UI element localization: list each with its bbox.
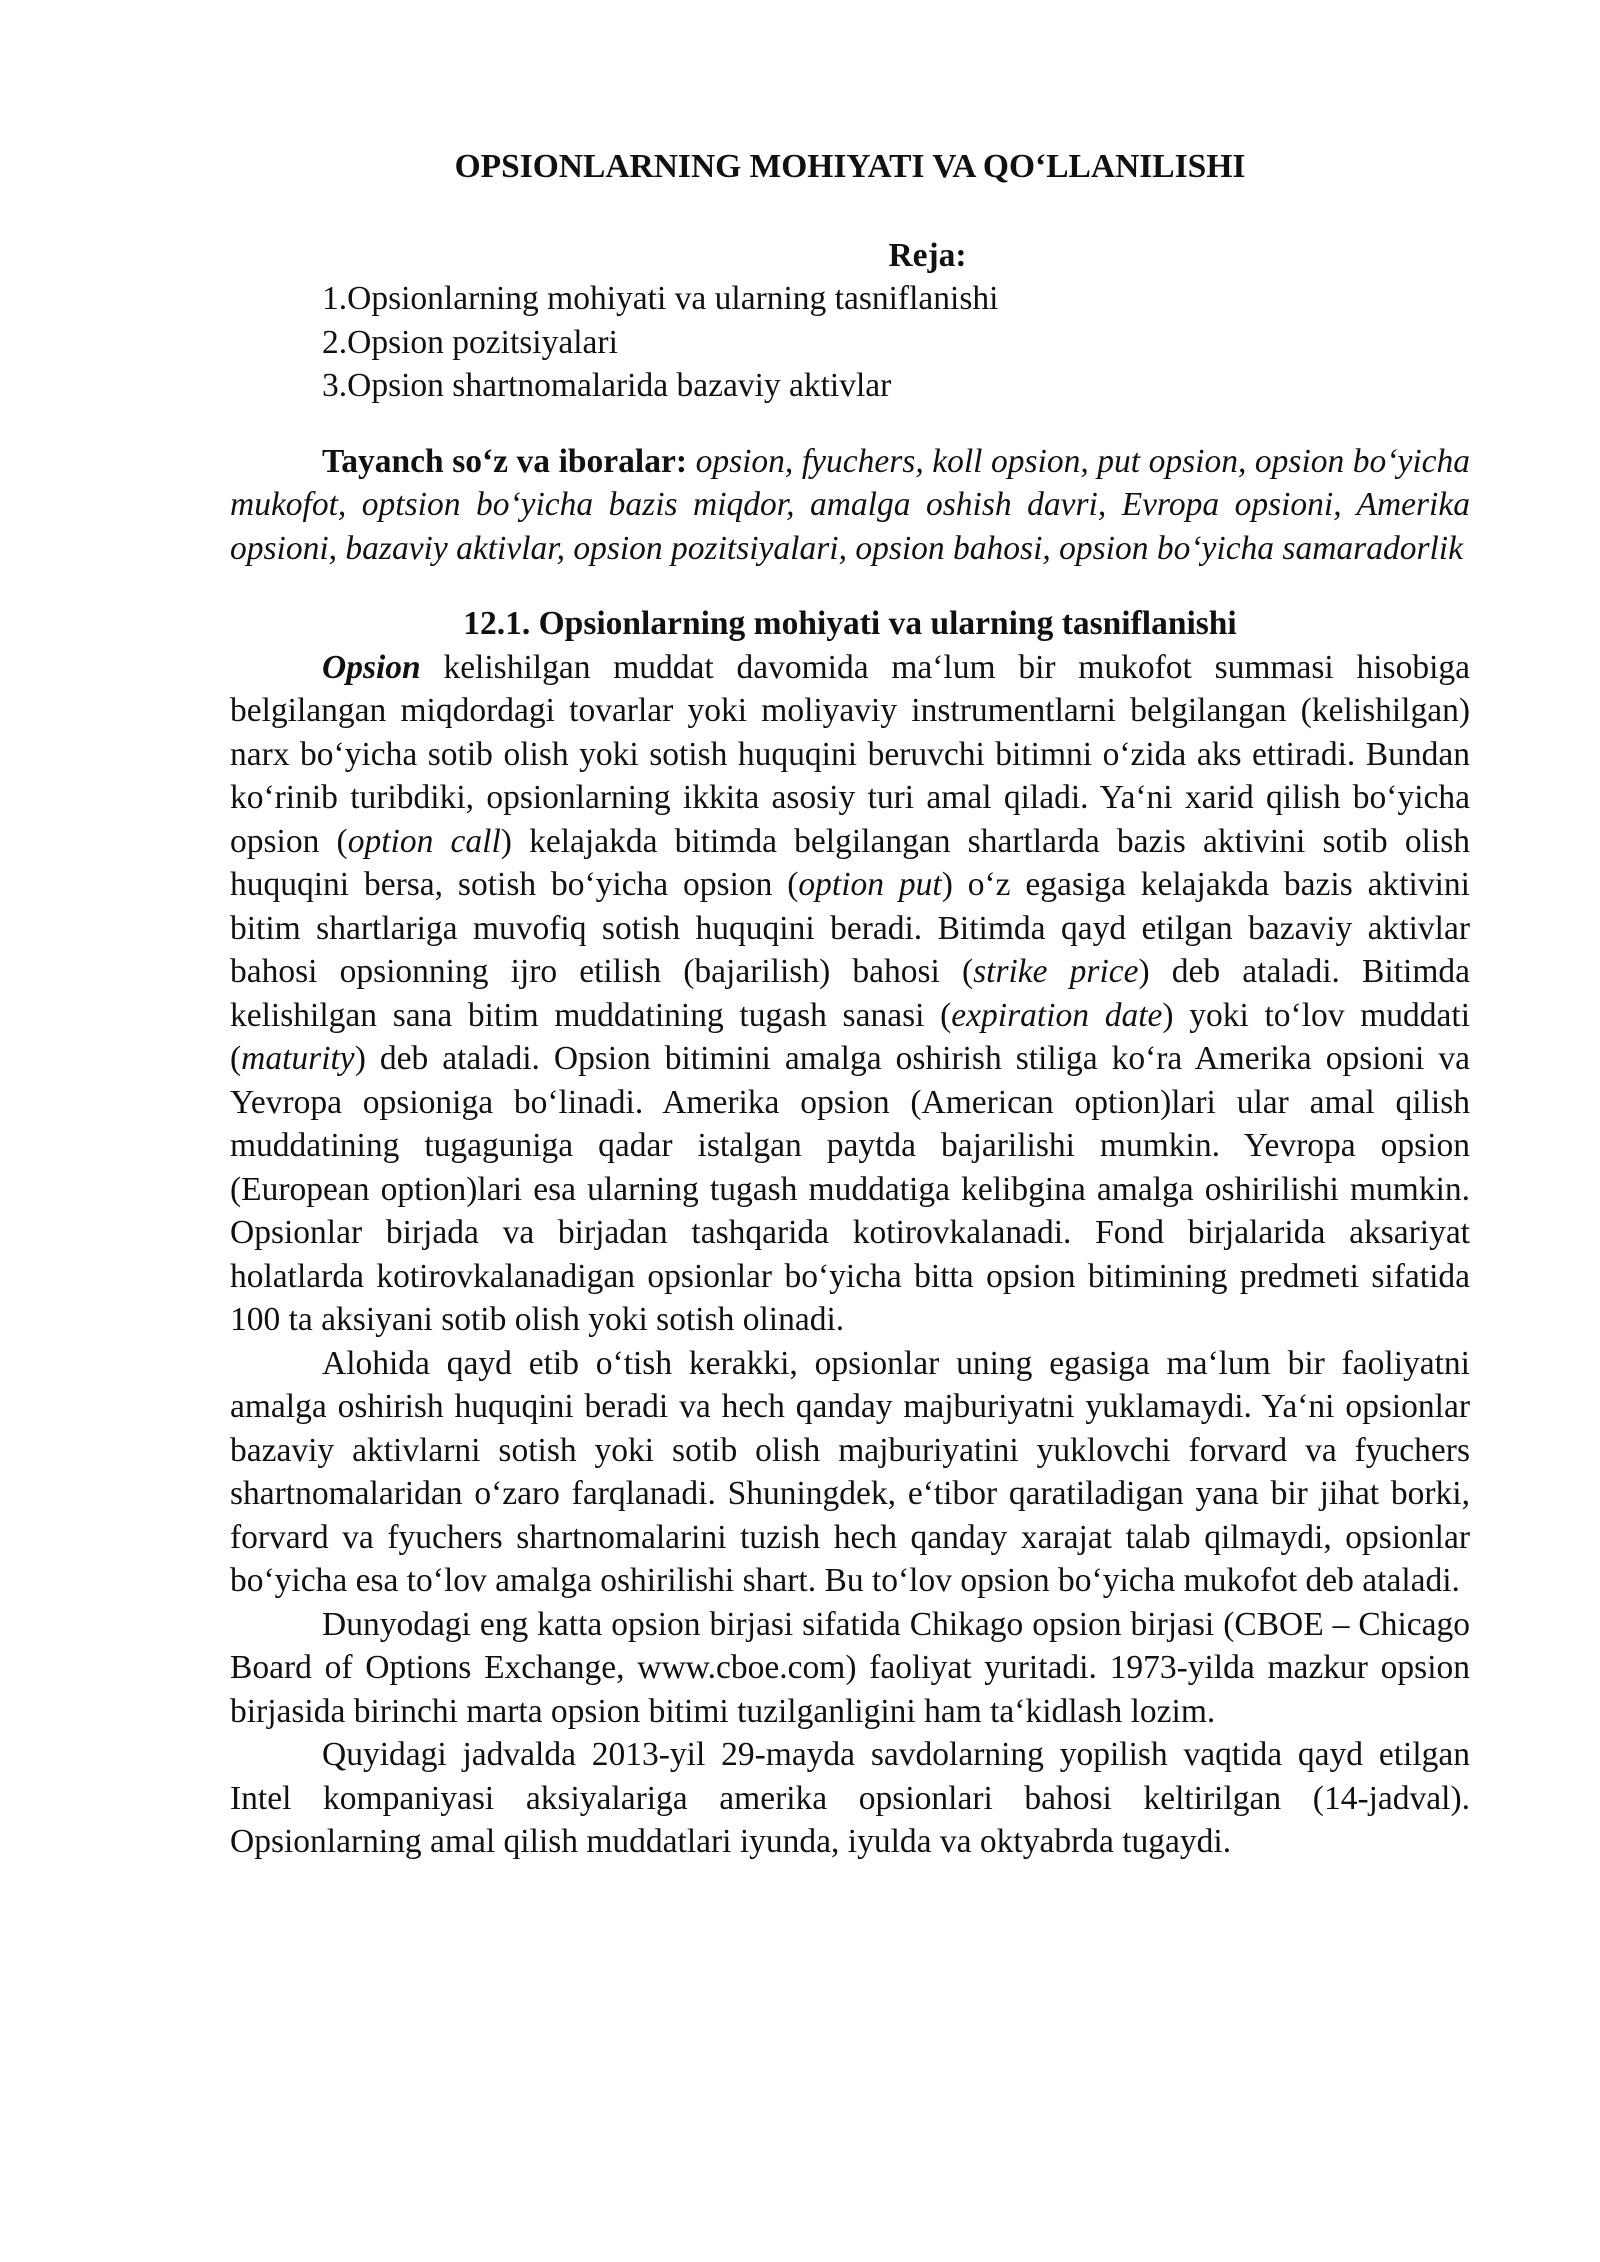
keywords-label: Tayanch so‘z va iboralar: [322,442,687,480]
plan-item: 3.Opsion shartnomalarida bazaviy aktivlar [322,367,892,404]
keywords-paragraph [230,440,1470,571]
term-option-call: option call [347,822,501,860]
paragraph-2: Alohida qayd etib o‘tish kerakki, opsionlar uning egasiga ma‘lum bir faoliyatni amalga oshirish huquqini beradi va hech qanday majburiyatni yuklamaydi. Ya‘ni opsionlar bazaviy aktivlarni sotish yoki sotib olish majburiyatini yuklovchi forvard va fyuchers shartnomalaridan o‘zaro farqlanadi. Shuningdek, e‘tibor qaratiladigan yana bir jihat borki, forvard va fyuchers shartnomalarini tuzish hech qanday xarajat talab qilmaydi, opsionlar bo‘yicha esa to‘lov amalga oshirilishi shart. Bu to‘lov opsion bo‘yicha mukofot deb ataladi. [230,1344,1470,1599]
text-span: ) kelajakda bitimda belgilangan shartlarda bazis aktivini sotib olish huquqini bersa, sotish bo‘yicha opsion ( [230,822,1470,903]
plan-list [230,277,1470,408]
paragraph-3: Dunyodagi eng katta opsion birjasi sifatida Chikago opsion birjasi (CBOE – Chicago Board of Options Exchange, www.cboe.com) faoliyat yuritadi. 1973-yilda mazkur opsion birjasida birinchi marta opsion bitimi tuzilganligini ham ta‘kidlash lozim. [230,1605,1470,1730]
text-span: ) deb ataladi. Opsion bitimini amalga oshirish stiliga ko‘ra Amerika opsioni va Yevropa opsioniga bo‘linadi. Amerika opsion (American option)lari ular amal qilish muddatining tugaguniga qadar istalgan paytda bajarilishi mumkin. Yevropa opsion (European option)lari esa ularning tugash muddatiga kelibgina amalga oshirilishi mumkin. Opsionlar birjada va birjadan tashqarida kotirovkalanadi. Fond birjalarida aksariyat holatlarda kotirovkalanadigan opsionlar bo‘yicha bitta opsion bitimining predmeti sifatida 100 ta aksiyani sotib olish yoki sotish olinadi. [230,1040,1470,1338]
text-span: ) o‘z egasiga kelajakda bazis aktivini bitim shartlariga muvofiq sotish huquqini beradi. Bitimda qayd etilgan bazaviy aktivlar bahosi opsionning ijro etilish (bajarilish) bahosi ( [230,866,1470,990]
term-opsion: Opsion [322,648,421,686]
term-maturity: maturity [241,1040,355,1077]
paragraph-4: Quyidagi jadvalda 2013-yil 29-mayda savdolarning yopilish vaqtida qayd etilgan Intel kompaniyasi aksiyalariga amerika opsionlari bahosi keltirilgan (14-jadval). Opsionlarning amal qilish muddatlari iyunda, iyulda va oktyabrda tugaydi. [230,1736,1470,1860]
document-content [230,145,1470,1864]
term-option-put: option put [798,866,942,903]
plan-item: 2.Opsion pozitsiyalari [322,323,618,361]
keywords-text: opsion, fyuchers, koll opsion, put opsion, opsion bo‘yicha mukofot, optsion bo‘yicha bazis miqdor, amalga oshish davri, Evropa opsioni, Amerika opsioni, bazaviy aktivlar, opsion pozitsiyalari, opsion bahosi, opsion bo‘yicha samaradorlik [230,442,1471,567]
section-heading: 12.1. Opsionlarning mohiyati va ularning tasniflanishi [463,605,1237,642]
paragraph-1 [230,646,1470,1342]
term-strike-price: strike price [973,953,1139,990]
plan-heading: Reja: [888,236,967,274]
text-span: ) yoki to‘lov muddati ( [230,996,1470,1077]
text-span: kelishilgan muddat davomida ma‘lum bir mukofot summasi hisobiga belgilangan miqdordagi tovarlar yoki moliyaviy instrumentlarni belgilangan (kelishilgan) narx bo‘yicha sotib olish yoki sotish huquqini beruvchi bitimni o‘zida aks ettiradi. Bundan ko‘rinib turibdiki, opsionlarning ikkita asosiy turi amal qiladi. Ya‘ni xarid qilish bo‘yicha opsion ( [230,648,1470,860]
text-span: ) deb ataladi. Bitimda kelishilgan sana bitim muddatining tugash sanasi ( [230,953,1470,1034]
document-title: OPSIONLARNING MOHIYATI VA QO‘LLANILISHI [454,148,1246,185]
plan-item: 1.Opsionlarning mohiyati va ularning tasniflanishi [322,280,999,317]
term-expiration-date: expiration date [951,996,1163,1034]
